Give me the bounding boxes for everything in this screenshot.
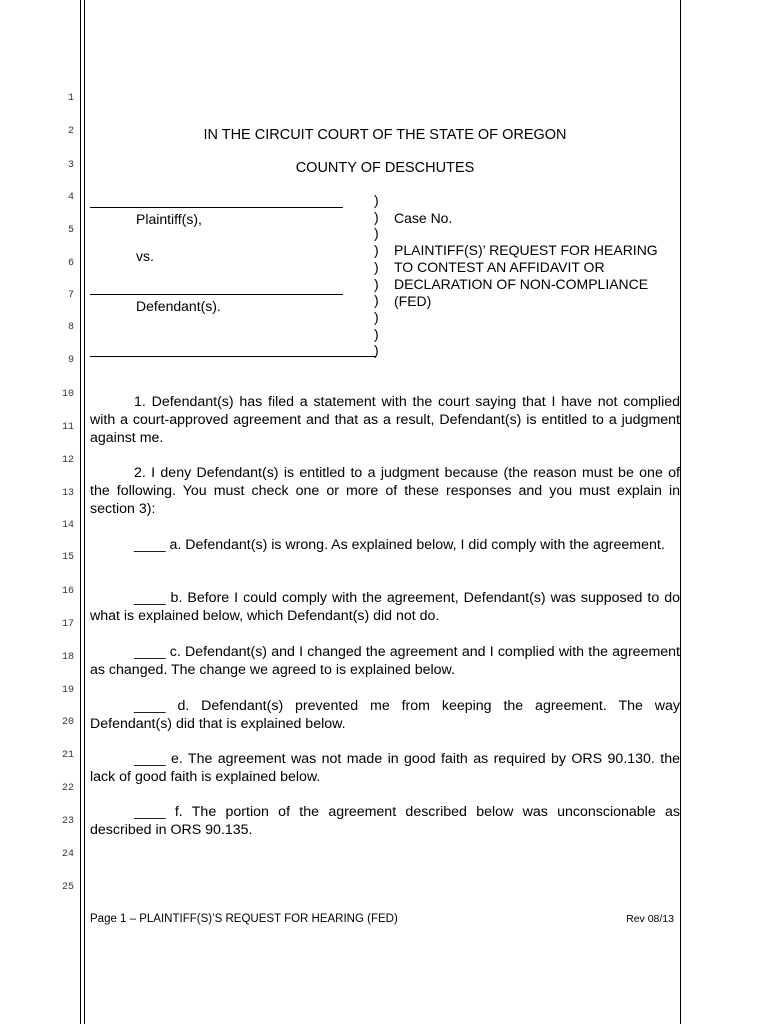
paragraph-2-text: 2. I deny Defendant(s) is entitled to a judgment because (the reason must be one of the following. You must check one or more of these responses and you must explain in section 3): <box>90 465 680 517</box>
line-number: 12 <box>61 455 74 466</box>
left-margin-rule-inner <box>84 0 85 1024</box>
left-margin-rule-outer <box>80 0 81 1024</box>
option-e[interactable] <box>90 750 680 786</box>
document-title-line: DECLARATION OF NON-COMPLIANCE <box>394 276 649 292</box>
option-d-text: ____ d. Defendant(s) prevented me from keeping the agreement. The way Defendant(s) did that is explained below. <box>90 698 680 732</box>
caption-bottom-line <box>90 356 376 357</box>
footer-revision: Rev 08/13 <box>626 913 674 925</box>
option-c[interactable] <box>90 643 680 679</box>
option-f-text: ____ f. The portion of the agreement described below was unconscionable as described in ORS 90.135. <box>90 804 680 838</box>
line-number: 17 <box>61 619 74 630</box>
document-title-line: (FED) <box>394 293 432 309</box>
document-title-line: TO CONTEST AN AFFIDAVIT OR <box>394 259 605 275</box>
option-b-text: ____ b. Before I could comply with the agreement, Defendant(s) was supposed to do what is explained below, which Defendant(s) did not do. <box>90 590 680 624</box>
option-c-text: ____ c. Defendant(s) and I changed the agreement and I complied with the agreement as changed. The change we agreed to is explained below. <box>90 644 680 678</box>
paragraph-2 <box>90 464 680 518</box>
caption-paren: ) <box>374 325 379 342</box>
line-number: 13 <box>61 488 74 499</box>
caption-paren: ) <box>374 208 379 225</box>
line-number: 4 <box>67 192 74 203</box>
caption-paren: ) <box>374 258 379 275</box>
caption-paren: ) <box>374 308 379 325</box>
line-number: 16 <box>61 586 74 597</box>
line-number: 11 <box>61 422 74 433</box>
option-e-text: ____ e. The agreement was not made in good faith as required by ORS 90.130. the lack of good faith is explained below. <box>90 751 680 785</box>
line-number: 2 <box>67 126 74 137</box>
line-number: 14 <box>61 520 74 531</box>
footer-page-label: Page 1 – PLAINTIFF(S)’S REQUEST FOR HEARING (FED) <box>90 913 398 925</box>
line-number: 22 <box>61 783 74 794</box>
plaintiff-label: Plaintiff(s), <box>136 211 202 227</box>
caption-paren: ) <box>374 342 379 359</box>
caption-paren: ) <box>374 225 379 242</box>
line-number: 18 <box>61 652 74 663</box>
line-number: 6 <box>67 258 74 269</box>
option-d[interactable] <box>90 697 680 733</box>
document-title-line: PLAINTIFF(S)’ REQUEST FOR HEARING <box>394 242 658 258</box>
line-number: 3 <box>67 160 74 171</box>
line-number: 19 <box>61 685 74 696</box>
versus-label: vs. <box>136 248 154 264</box>
caption-paren: ) <box>374 292 379 309</box>
line-number: 23 <box>61 816 74 827</box>
line-number: 24 <box>61 849 74 860</box>
option-b[interactable] <box>90 589 680 625</box>
line-number: 10 <box>61 389 74 400</box>
caption-paren: ) <box>374 275 379 292</box>
caption-paren: ) <box>374 242 379 259</box>
line-number: 1 <box>67 93 74 104</box>
option-a-text: ____ a. Defendant(s) is wrong. As explained below, I did comply with the agreement. <box>134 537 665 553</box>
document-title <box>394 242 684 310</box>
county-heading: COUNTY OF DESCHUTES <box>295 160 475 176</box>
line-number: 7 <box>67 290 74 301</box>
line-number: 9 <box>67 355 74 366</box>
paragraph-1 <box>90 393 680 447</box>
line-number: 8 <box>67 322 74 333</box>
right-margin-rule <box>680 0 681 1024</box>
caption-divider <box>374 192 384 359</box>
court-heading: IN THE CIRCUIT COURT OF THE STATE OF OREGON <box>203 127 567 143</box>
defendant-label: Defendant(s). <box>136 298 221 314</box>
defendant-name-line[interactable] <box>90 294 343 295</box>
line-number: 21 <box>61 750 74 761</box>
line-number: 5 <box>67 225 74 236</box>
line-number: 15 <box>61 552 74 563</box>
plaintiff-name-line[interactable] <box>90 207 343 208</box>
option-f[interactable] <box>90 803 680 839</box>
line-number: 25 <box>61 882 74 893</box>
line-number: 20 <box>61 717 74 728</box>
paragraph-1-text: 1. Defendant(s) has filed a statement with the court saying that I have not complied with a court-approved agreement and that as a result, Defendant(s) is entitled to a judgment against me. <box>90 394 680 446</box>
option-a[interactable] <box>90 536 680 554</box>
caption-paren: ) <box>374 192 379 208</box>
case-number-label: Case No. <box>394 210 453 226</box>
